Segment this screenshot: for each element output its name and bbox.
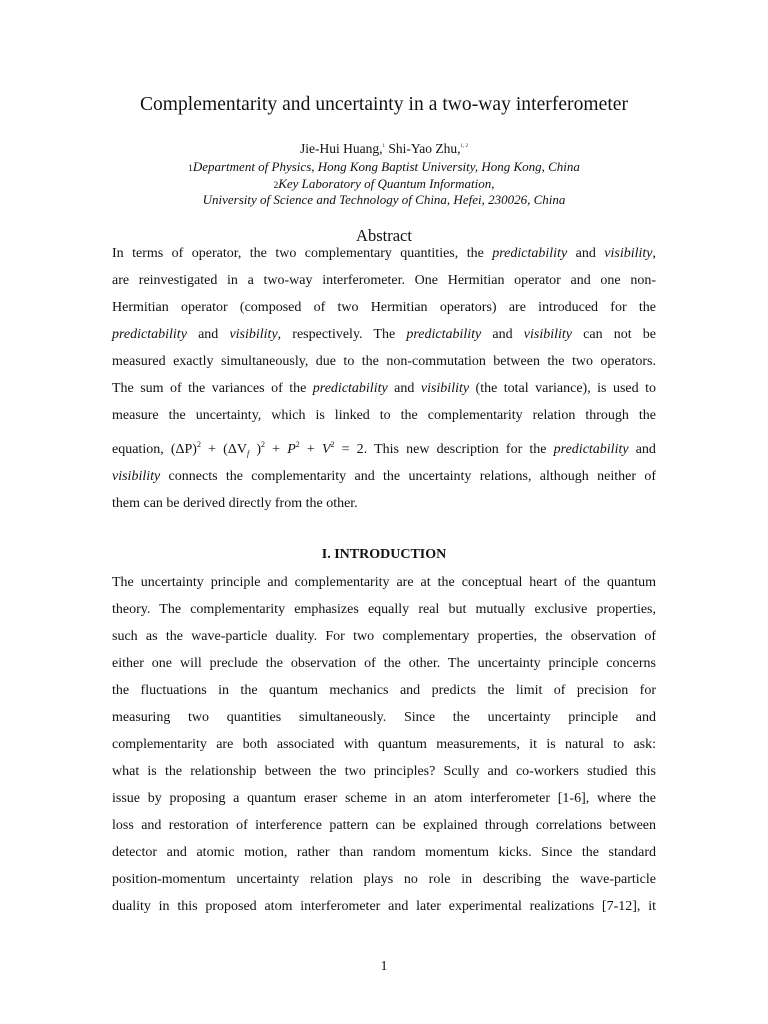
intro-line: measuring two quantities simultaneously. Since the uncertainty principle and bbox=[112, 710, 656, 725]
paper-title: Complementarity and uncertainty in a two-way interferometer bbox=[139, 94, 629, 115]
abstract-heading: Abstract bbox=[356, 226, 412, 245]
affiliation-number: 1 bbox=[188, 164, 193, 174]
intro-line: what is the relationship between the two principles? Scully and co-workers studied this bbox=[112, 764, 656, 779]
intro-line: The uncertainty principle and complementarity are at the conceptual heart of the quantum bbox=[112, 575, 656, 590]
abstract-line: Hermitian operator (composed of two Hermitian operators) are introduced for the bbox=[112, 300, 656, 315]
intro-line: duality in this proposed atom interferometer and later experimental realizations [7-12], it bbox=[112, 899, 656, 914]
abstract-line: equation, $(\Delta P)^2 + (\Delta V_f$ )$^2 + P^2 + V^2 = 2$. This new description for the predictability and bbox=[112, 440, 656, 458]
intro-line: either one will preclude the observation of the other. The uncertainty principle concerns bbox=[112, 656, 656, 671]
abstract-line: predictability and visibility, respectively. The predictability and visibility can not be bbox=[112, 327, 656, 342]
abstract-line: visibility connects the complementarity and the uncertainty relations, although neither of bbox=[112, 469, 656, 484]
author-affil-mark: 1, 2 bbox=[460, 144, 468, 149]
intro-line: loss and restoration of interference pattern can be explained through correlations between bbox=[112, 818, 656, 833]
author-list bbox=[0, 141, 768, 157]
equation: $(\Delta P)^2 + (\Delta V_f$ )$^2 + P^2 + V^2 = 2$ bbox=[170, 440, 364, 458]
intro-line: issue by proposing a quantum eraser scheme in an atom interferometer [1-6], where the bbox=[112, 791, 656, 806]
author-name: Jie-Hui Huang, bbox=[300, 141, 383, 156]
abstract-line: measure the uncertainty, which is linked to the complementarity relation through the bbox=[112, 408, 656, 423]
affiliation-2-line-2: University of Science and Technology of China, Hefei, 230026, China bbox=[202, 192, 566, 207]
intro-line: position-momentum uncertainty relation plays no role in describing the wave-particle bbox=[112, 872, 656, 887]
affiliation-1 bbox=[0, 159, 768, 175]
intro-line: such as the wave-particle duality. For two complementary properties, the observation of bbox=[112, 629, 656, 644]
affiliation-text: Department of Physics, Hong Kong Baptist University, Hong Kong, China bbox=[192, 159, 580, 174]
abstract-line: are reinvestigated in a two-way interferometer. One Hermitian operator and one non- bbox=[112, 273, 656, 288]
abstract-line: The sum of the variances of the predictability and visibility (the total variance), is used to bbox=[112, 381, 656, 396]
affiliation-number: 2 bbox=[273, 181, 279, 191]
intro-line: the fluctuations in the quantum mechanics and predicts the limit of precision for bbox=[112, 683, 656, 698]
abstract-line: them can be derived directly from the other. bbox=[112, 496, 358, 511]
page-number: 1 bbox=[380, 959, 388, 974]
section-heading: I. INTRODUCTION bbox=[321, 547, 447, 562]
intro-line: complementarity are both associated with quantum measurements, it is natural to ask: bbox=[112, 737, 656, 752]
intro-line: theory. The complementarity emphasizes equally real but mutually exclusive properties, bbox=[112, 602, 656, 617]
affiliation-2 bbox=[0, 176, 768, 192]
abstract-line: measured exactly simultaneously, due to the non-commutation between the two operators. bbox=[112, 354, 656, 369]
intro-line: detector and atomic motion, rather than random momentum kicks. Since the standard bbox=[112, 845, 656, 860]
author-name: Shi-Yao Zhu, bbox=[384, 141, 461, 156]
affiliation-text: Key Laboratory of Quantum Information, bbox=[278, 176, 495, 191]
author-affil-mark: 1 bbox=[382, 144, 385, 149]
abstract-line: In terms of operator, the two complementary quantities, the predictability and visibility, bbox=[112, 246, 656, 261]
